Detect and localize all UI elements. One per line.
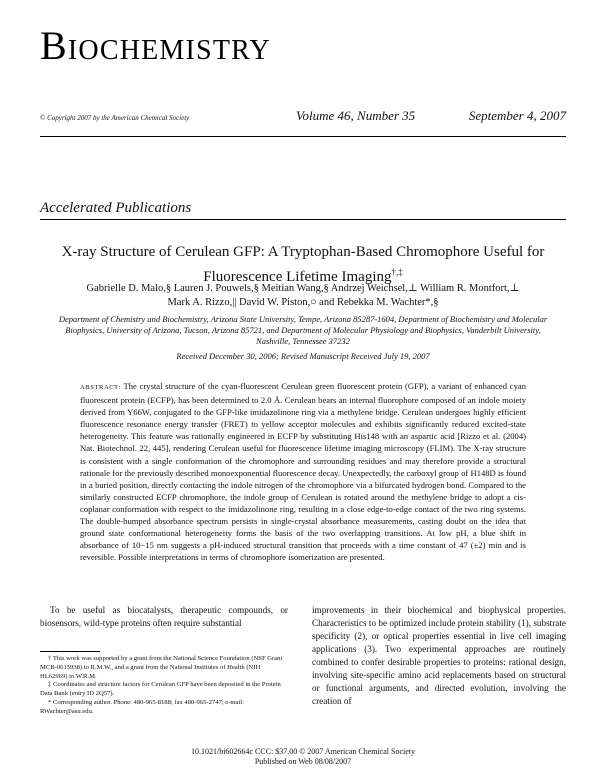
volume-number: Volume 46, Number 35 xyxy=(296,108,416,123)
article-title xyxy=(40,242,566,287)
abstract xyxy=(80,380,526,563)
copyright-notice: © Copyright 2007 by the American Chemical Society xyxy=(40,114,190,122)
title-footnote-marks: †,‡ xyxy=(391,267,403,277)
footer-doi: 10.1021/bi602664c CCC: $37.00 © 2007 American Chemical Society xyxy=(190,747,416,756)
author-list xyxy=(60,282,546,310)
footnote-corresponding: * Corresponding author. Phone: 480-965-8188; fax 480-965-2747; e-mail: RWachter@asu.edu. xyxy=(40,698,244,715)
footnote-rule xyxy=(40,651,100,652)
authors-line-1: Gabrielle D. Malo,§ Lauren J. Pouwels,§ Meitian Wang,§ Andrzej Weichsel,⊥ William R. Montfort,⊥ xyxy=(86,283,520,294)
footer-published: Published on Web 08/08/2007 xyxy=(254,757,352,766)
section-rule xyxy=(40,219,566,220)
body-column-left: To be useful as biocatalysts, therapeutic compounds, or biosensors, wild-type proteins often require substantial xyxy=(40,605,288,628)
title-line-1: X-ray Structure of Cerulean GFP: A Tryptophan-Based Chromophore Useful for xyxy=(61,244,545,260)
footnotes xyxy=(40,655,288,717)
affiliations: Department of Chemistry and Biochemistry, Arizona State University, Tempe, Arizona 85287-1604, Department of Biochemistry and Molecular Biophysics, University of Arizona, Tucson, Arizona 85721, and Department of Molecular Physiology and Biophysics, Vanderbilt University, Nashville, Tennessee 37232 xyxy=(58,314,548,346)
footnote-coordinates: ‡ Coordinates and structure factors for Cerulean GFP have been deposited in the Protein Data Bank (entry ID 2Q57). xyxy=(40,681,281,698)
journal-title: Biochemistry xyxy=(40,23,271,68)
title-line-2-text: Fluorescence Lifetime Imaging xyxy=(203,269,392,285)
footnote-funding: † This work was supported by a grant from the National Science Foundation (NSF Grant MCB-0615938) to R.M.W., and a grant from the National Institutes of Health (NIH HL62969) to W.R.M. xyxy=(40,655,283,680)
authors-line-2: Mark A. Rizzo,|| David W. Piston,○ and Rebekka M. Wachter*,§ xyxy=(167,297,439,308)
issue-date: September 4, 2007 xyxy=(468,108,566,123)
received-dates: Received December 30, 2006; Revised Manuscript Received July 19, 2007 xyxy=(176,351,430,361)
abstract-text: The crystal structure of the cyan-fluorescent Cerulean green fluorescent protein (GFP), a variant of enhanced cyan fluorescent protein (ECFP), has been determined to 2.0 Å. Cerulean bears an internal fluorophore composed of an indole moiety derived from Y66W, conjugated to the GFP-like imidazolinone ring via a methylene bridge. Cerulean undergoes highly efficient fluorescence resonance energy transfer (FRET) to yellow acceptor molecules and exhibits significantly reduced excited-state heterogeneity. This feature was rationally engineered in ECFP by substituting His148 with an aspartic acid [Rizzo et al. (2004) Nat. Biotechnol. 22, 445], rendering Cerulean useful for fluorescence lifetime imaging microscopy (FLIM). The X-ray structure is consistent with a single conformation of the chromophore and surrounding residues and may therefore provide a structural rationale for the previously described monoexponential fluorescence decay. Unexpectedly, the carboxyl group of H148D is found in a buried position, directly contacting the indole nitrogen of the chromophore via a bifurcated hydrogen bond. Compared to the similarly constructed ECFP chromophore, the indole group of Cerulean is rotated around the methylene bridge to adopt a cis-coplanar conformation with respect to the imidazolinone ring, resulting in a close edge-to-edge contact of the two ring systems. The double-humped absorbance spectrum persists in single-crystal absorbance measurements, casting doubt on the idea that ground state conformational heterogeneity forms the basis of the two overlapping transitions. At low pH, a blue shift in absorbance of 10−15 nm suggests a pH-induced structural transition that proceeds with a time constant of 47 (±2) min and is reversible. Possible interpretations in terms of chromophore isomerization are presented. xyxy=(80,381,526,563)
header-rule xyxy=(40,136,566,137)
body-column-right: improvements in their biochemical and biophysical properties. Characteristics to be optimized include protein stability (1), substrate specificity (2), or optical properties essential in live cell imaging applications (3). Two experimental approaches are routinely combined to confer desirable properties to proteins: rational design, involving site-specific amino acid replacements based on structural or functional arguments, and directed evolution, involving the creation of xyxy=(312,605,566,706)
section-heading: Accelerated Publications xyxy=(40,200,192,216)
abstract-label: ABSTRACT: xyxy=(80,384,121,391)
page-footer xyxy=(40,747,566,767)
